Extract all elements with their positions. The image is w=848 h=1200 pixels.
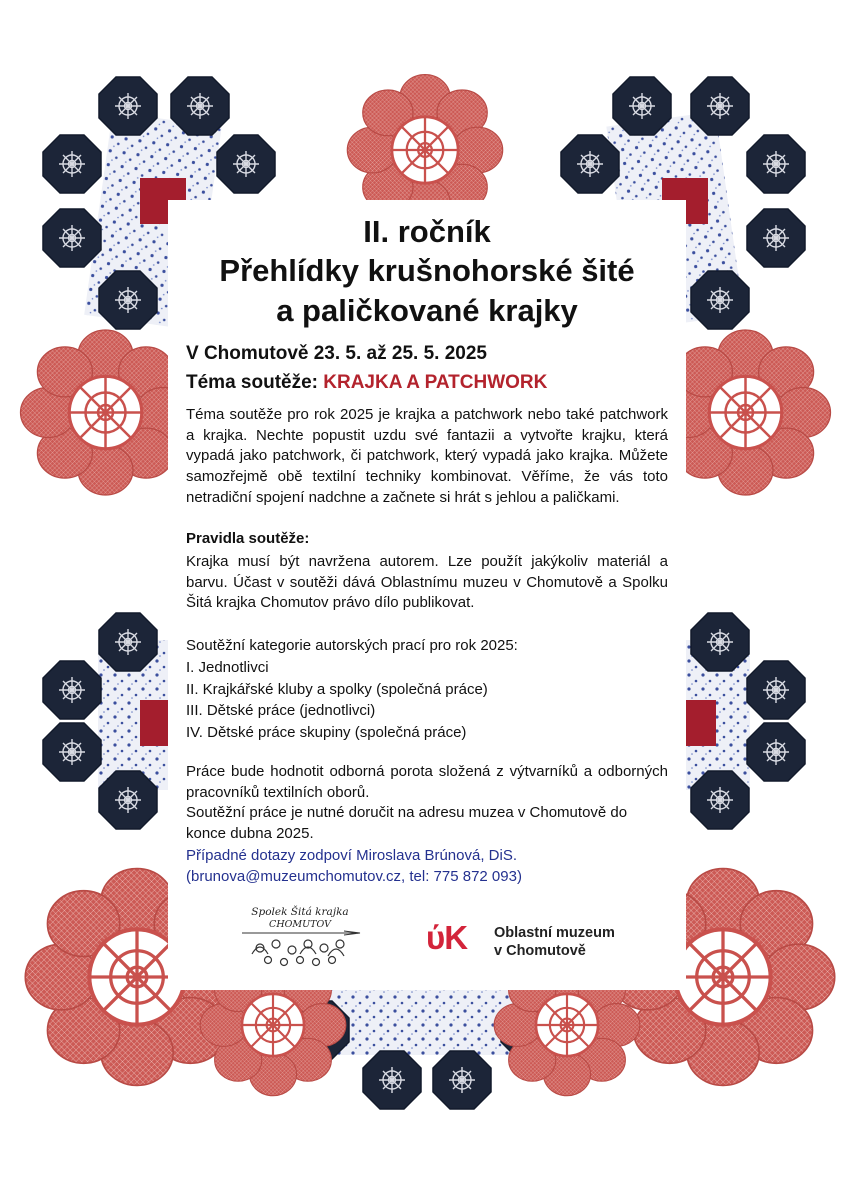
category-item: III. Dětské práce (jednotlivci)	[186, 702, 376, 719]
intro-text: Téma soutěže pro rok 2025 je krajka a patchwork nebo také patchwork a krajka. Nechte popustit uzdu své fantazii a vytvořte krajku, která vypadá jako patchwork, či patchwork, který vypadá jako krajka. Můžete samozřejmě obě textilní techniky kombinovat. Věříme, že vás toto netradiční spojení nadchne a začnete si hrát s jehlou a paličkami.	[186, 406, 668, 506]
contact-line-2: (brunova@muzeumchomutov.cz, tel: 775 872 093)	[186, 867, 522, 885]
contact-info	[186, 846, 522, 887]
museum-mark-icon: ύK	[426, 919, 468, 956]
delivery-text: Soutěžní práce je nutné doručit na adresu muzea v Chomutově do konce dubna 2025.	[186, 804, 628, 842]
lace-rosette-left	[21, 330, 191, 495]
jury-text: Práce bude hodnotit odborná porota složená z výtvarníků a odborných pracovníků textilních oborů.	[186, 763, 668, 801]
spolek-ornament-icon	[238, 930, 362, 976]
contact-line-1: Případné dotazy zodpoví Miroslava Brúnová, DiS.	[186, 847, 518, 864]
museum-logo	[426, 918, 656, 966]
theme-label: Téma soutěže:	[186, 372, 324, 393]
theme-line	[186, 372, 547, 394]
place-dates: V Chomutově 23. 5. až 25. 5. 2025	[186, 343, 487, 364]
museum-name	[494, 924, 615, 960]
spolek-city: CHOMUTOV	[269, 919, 331, 930]
title-line-3: a paličkované krajky	[276, 293, 578, 328]
categories-list	[186, 657, 488, 743]
categories-intro: Soutěžní kategorie autorských prací pro rok 2025:	[186, 637, 518, 654]
spolek-name: Spolek Šitá krajka	[251, 906, 349, 918]
category-item: II. Krajkářské kluby a spolky (společná práce)	[186, 680, 488, 698]
title-line-2: Přehlídky krušnohorské šité	[219, 253, 635, 288]
lace-rosette-right	[661, 330, 831, 495]
museum-name-line-1: Oblastní muzeum	[494, 925, 615, 941]
spolek-logo	[238, 900, 362, 980]
title-line-1: II. ročník	[363, 214, 491, 249]
rules-text: Krajka musí být navržena autorem. Lze použít jakýkoliv materiál a barvu. Účast v soutěži dává Oblastnímu muzeu v Chomutově a Spolku Šitá krajka Chomutov právo dílo publikovat.	[186, 553, 668, 612]
museum-name-line-2: v Chomutově	[494, 943, 586, 959]
theme-value: KRAJKA A PATCHWORK	[323, 372, 548, 393]
category-item: IV. Dětské práce skupiny (společná práce)	[186, 723, 467, 741]
rules-heading: Pravidla soutěže:	[186, 530, 310, 547]
category-item: I. Jednotlivci	[186, 659, 269, 676]
